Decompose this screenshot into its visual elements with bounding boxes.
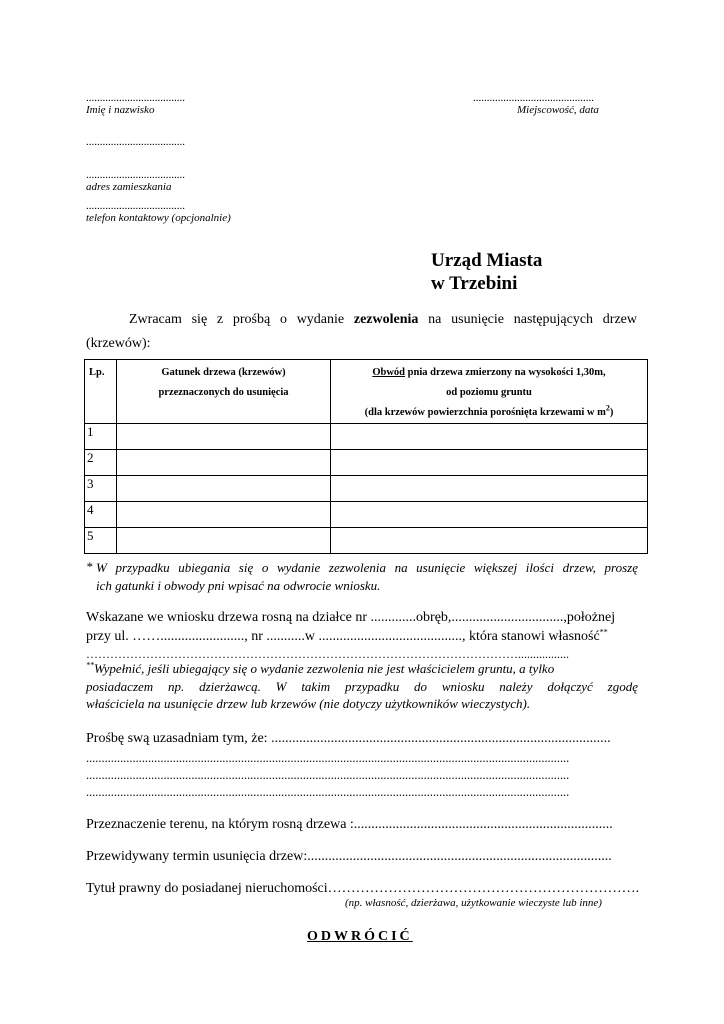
phone-caption: telefon kontaktowy (opcjonalnie) [86,212,231,224]
land-use-line[interactable]: Przeznaczenie terenu, na którym rosną drzewa :.......................................................................... [86,817,613,832]
intro-line-2: (krzewów): [86,336,151,351]
plot-line-2[interactable] [86,628,608,646]
plot-line-1[interactable]: Wskazane we wniosku drzewa rosną na działce nr .............obręb,................................,położnej [86,610,616,625]
place-date-field-line[interactable]: ............................................ [473,92,594,104]
table-row [85,476,648,502]
note2-line-3: właściciela na usunięcie drzew lub krzewów (nie dotyczy użytkowników wieczystych). [86,696,531,711]
recipient-line-1: Urząd Miasta [431,250,543,271]
col-girth-underlined: Obwód [372,367,406,378]
col-girth-close: ) [609,407,614,418]
trees-table [84,359,648,554]
col-girth-line-2: od poziomu gruntu [446,387,532,398]
table-row [85,528,648,554]
col-girth-line-3 [331,403,647,423]
intro-bold: zezwolenia [353,312,419,327]
note2-sup: ** [86,660,94,670]
legal-title-hint: (np. własność, dzierżawa, użytkowanie wieczyste lub inne) [345,897,602,909]
col-girth-line-3-text: (dla krzewów powierzchnia porośnięta krzewami w m [364,407,606,418]
girth-cell[interactable] [331,502,648,528]
col-species-line-2: przeznaczonych do usunięcia [158,387,289,398]
col-species-line-1: Gatunek drzewa (krzewów) [161,367,286,378]
col-girth-line-1 [331,363,647,383]
note1-star: * [86,559,93,574]
address-caption: adres zamieszkania [86,181,172,193]
plot-line-2-text: przy ul. ……........................, nr ...........w ........................................., która stanowi własność [86,629,600,644]
intro-before: Zwracam się z prośbą o wydanie [129,312,354,327]
plot-line-3[interactable]: ………………………………………………………………………………………………................. [86,647,569,661]
species-cell[interactable] [117,424,331,450]
girth-cell[interactable] [331,528,648,554]
removal-date-line[interactable]: Przewidywany termin usunięcia drzew:....................................................................................... [86,849,612,864]
species-cell[interactable] [117,502,331,528]
species-cell[interactable] [117,476,331,502]
table-header-row [85,360,648,424]
name-field-line[interactable]: .................................... [86,92,185,104]
address-field-line-2[interactable]: .................................... [86,169,185,181]
table-row [85,450,648,476]
row-number: 1 [85,424,117,450]
row-number: 4 [85,502,117,528]
turn-over-label: ODWRÓCIĆ [307,929,413,944]
note1-line-2: ich gatunki i obwody pni wpisać na odwrocie wniosku. [96,578,381,593]
intro-after: na usunięcie następujących drzew [418,312,637,327]
girth-cell[interactable] [331,476,648,502]
col-lp-header: Lp. [85,360,117,424]
row-number: 2 [85,450,117,476]
col-girth-line-1-rest: pnia drzewa zmierzony na wysokości 1,30m, [405,367,606,378]
note1-line-1: W przypadku ubiegania się o wydanie zezwolenia na usunięcie większej ilości drzew, proszę [96,560,638,575]
girth-cell[interactable] [331,450,648,476]
legal-title-line[interactable]: Tytuł prawny do posiadanej nieruchomości…………………………………………………………. [86,881,640,896]
phone-field-line[interactable]: .................................... [86,200,185,212]
species-cell[interactable] [117,528,331,554]
place-date-caption: Miejscowość, data [517,104,599,116]
name-caption: Imię i nazwisko [86,104,155,116]
justification-line-4[interactable]: ............................................................................................................................................................ [86,785,570,799]
intro-paragraph [129,311,637,329]
species-cell[interactable] [117,450,331,476]
col-girth-header [331,360,648,424]
note2-line-2: posiadaczem np. dzierżawcą. W takim przypadku do wniosku należy dołączyć zgodę [86,679,638,694]
col-girth-sup: 2 [605,403,610,413]
justification-line-1[interactable]: Prośbę swą uzasadniam tym, że: ................................................................................................. [86,731,611,746]
plot-line-2-sup: ** [599,627,608,637]
note2-line-1-text: Wypełnić, jeśli ubiegający się o wydanie zezwolenia nie jest właścicielem gruntu, a tylko [94,661,555,676]
recipient-line-2: w Trzebini [431,273,518,294]
table-row [85,502,648,528]
address-field-line-1[interactable]: .................................... [86,136,185,148]
justification-line-2[interactable]: ............................................................................................................................................................ [86,751,570,765]
col-species-header [117,360,331,424]
note2-line-1 [86,661,554,677]
justification-line-3[interactable]: ............................................................................................................................................................ [86,768,570,782]
row-number: 3 [85,476,117,502]
girth-cell[interactable] [331,424,648,450]
row-number: 5 [85,528,117,554]
table-row [85,424,648,450]
